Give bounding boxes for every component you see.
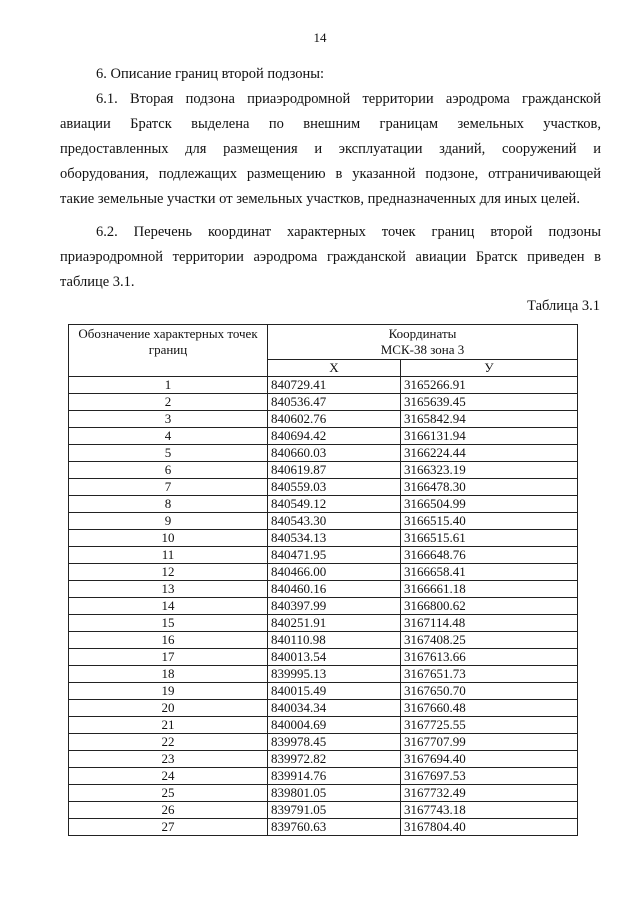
y-coordinate-cell: 3166658.41 [401,564,578,581]
table-row [69,530,578,547]
table-row [69,547,578,564]
point-number-cell: 2 [69,394,268,411]
table-row [69,411,578,428]
table-caption: Таблица 3.1 [527,298,600,314]
y-coordinate-cell: 3167743.18 [401,802,578,819]
x-coordinate-cell: 840466.00 [268,564,401,581]
point-number-cell: 14 [69,598,268,615]
x-coordinate-cell: 839760.63 [268,819,401,836]
table-row [69,734,578,751]
table-row [69,683,578,700]
y-coordinate-cell: 3167725.55 [401,717,578,734]
y-coordinate-cell: 3167613.66 [401,649,578,666]
header-coordinates [268,325,578,360]
table-row [69,598,578,615]
paragraph-6-2: 6.2. Перечень координат характерных точек границ второй подзоны приаэродромной территории аэродрома гражданской авиации Братск приведен в таблице 3.1. [60,224,601,290]
y-coordinate-cell: 3167408.25 [401,632,578,649]
x-coordinate-cell: 840602.76 [268,411,401,428]
table-row [69,717,578,734]
table-row [69,462,578,479]
point-number-cell: 6 [69,462,268,479]
y-coordinate-cell: 3167732.49 [401,785,578,802]
y-coordinate-cell: 3166515.40 [401,513,578,530]
y-coordinate-cell: 3166648.76 [401,547,578,564]
y-coordinate-cell: 3166131.94 [401,428,578,445]
table-row [69,649,578,666]
table-row [69,802,578,819]
header-y: У [401,360,578,377]
point-number-cell: 16 [69,632,268,649]
table-row [69,819,578,836]
x-coordinate-cell: 840534.13 [268,530,401,547]
table-row [69,377,578,394]
point-number-cell: 20 [69,700,268,717]
y-coordinate-cell: 3167114.48 [401,615,578,632]
x-coordinate-cell: 840619.87 [268,462,401,479]
point-number-cell: 21 [69,717,268,734]
point-number-cell: 7 [69,479,268,496]
x-coordinate-cell: 840460.16 [268,581,401,598]
point-number-cell: 9 [69,513,268,530]
point-number-cell: 17 [69,649,268,666]
coordinates-table [68,324,578,836]
point-number-cell: 22 [69,734,268,751]
header-coordinates-system: МСК-38 зона 3 [380,342,465,357]
x-coordinate-cell: 839972.82 [268,751,401,768]
point-number-cell: 19 [69,683,268,700]
table-row [69,768,578,785]
x-coordinate-cell: 840559.03 [268,479,401,496]
y-coordinate-cell: 3166504.99 [401,496,578,513]
x-coordinate-cell: 840251.91 [268,615,401,632]
x-coordinate-cell: 840536.47 [268,394,401,411]
table-body [69,377,578,836]
x-coordinate-cell: 840660.03 [268,445,401,462]
point-number-cell: 12 [69,564,268,581]
table-row [69,479,578,496]
table-row [69,428,578,445]
y-coordinate-cell: 3165639.45 [401,394,578,411]
point-number-cell: 27 [69,819,268,836]
x-coordinate-cell: 840729.41 [268,377,401,394]
y-coordinate-cell: 3166224.44 [401,445,578,462]
x-coordinate-cell: 839801.05 [268,785,401,802]
x-coordinate-cell: 840004.69 [268,717,401,734]
table-row [69,564,578,581]
x-coordinate-cell: 839914.76 [268,768,401,785]
y-coordinate-cell: 3166800.62 [401,598,578,615]
table-row [69,581,578,598]
y-coordinate-cell: 3167804.40 [401,819,578,836]
point-number-cell: 5 [69,445,268,462]
table-row [69,394,578,411]
x-coordinate-cell: 840110.98 [268,632,401,649]
y-coordinate-cell: 3166515.61 [401,530,578,547]
point-number-cell: 3 [69,411,268,428]
x-coordinate-cell: 840694.42 [268,428,401,445]
x-coordinate-cell: 840471.95 [268,547,401,564]
y-coordinate-cell: 3167650.70 [401,683,578,700]
x-coordinate-cell: 839995.13 [268,666,401,683]
point-number-cell: 26 [69,802,268,819]
point-number-cell: 1 [69,377,268,394]
page-number: 14 [313,30,327,45]
table-row [69,666,578,683]
point-number-cell: 13 [69,581,268,598]
table-row [69,615,578,632]
point-number-cell: 11 [69,547,268,564]
x-coordinate-cell: 839791.05 [268,802,401,819]
table-row [69,751,578,768]
y-coordinate-cell: 3167697.53 [401,768,578,785]
table-row [69,632,578,649]
table-row [69,513,578,530]
table-row [69,785,578,802]
header-x: Х [268,360,401,377]
y-coordinate-cell: 3166478.30 [401,479,578,496]
y-coordinate-cell: 3167707.99 [401,734,578,751]
y-coordinate-cell: 3167651.73 [401,666,578,683]
point-number-cell: 23 [69,751,268,768]
header-coordinates-title: Координаты [388,326,457,341]
table-header-row [69,325,578,360]
point-number-cell: 10 [69,530,268,547]
section-heading: 6. Описание границ второй подзоны: [96,66,324,82]
y-coordinate-cell: 3165842.94 [401,411,578,428]
header-point-label: Обозначение характерных точек границ [69,325,268,377]
y-coordinate-cell: 3166323.19 [401,462,578,479]
x-coordinate-cell: 840013.54 [268,649,401,666]
x-coordinate-cell: 839978.45 [268,734,401,751]
x-coordinate-cell: 840034.34 [268,700,401,717]
x-coordinate-cell: 840015.49 [268,683,401,700]
y-coordinate-cell: 3167694.40 [401,751,578,768]
y-coordinate-cell: 3166661.18 [401,581,578,598]
point-number-cell: 18 [69,666,268,683]
point-number-cell: 24 [69,768,268,785]
point-number-cell: 25 [69,785,268,802]
y-coordinate-cell: 3167660.48 [401,700,578,717]
point-number-cell: 8 [69,496,268,513]
x-coordinate-cell: 840543.30 [268,513,401,530]
y-coordinate-cell: 3165266.91 [401,377,578,394]
paragraph-6-1: 6.1. Вторая подзона приаэродромной территории аэродрома гражданской авиации Братск выделена по внешним границам земельных участков, предоставленных для размещения и эксплуатации зданий, сооружений и оборудования, подлежащих размещению в указанной подзоне, отграничивающей такие земельные участки от земельных участков, предназначенных для иных целей. [60,91,601,207]
x-coordinate-cell: 840397.99 [268,598,401,615]
x-coordinate-cell: 840549.12 [268,496,401,513]
table-row [69,445,578,462]
table-row [69,700,578,717]
point-number-cell: 4 [69,428,268,445]
point-number-cell: 15 [69,615,268,632]
table-row [69,496,578,513]
